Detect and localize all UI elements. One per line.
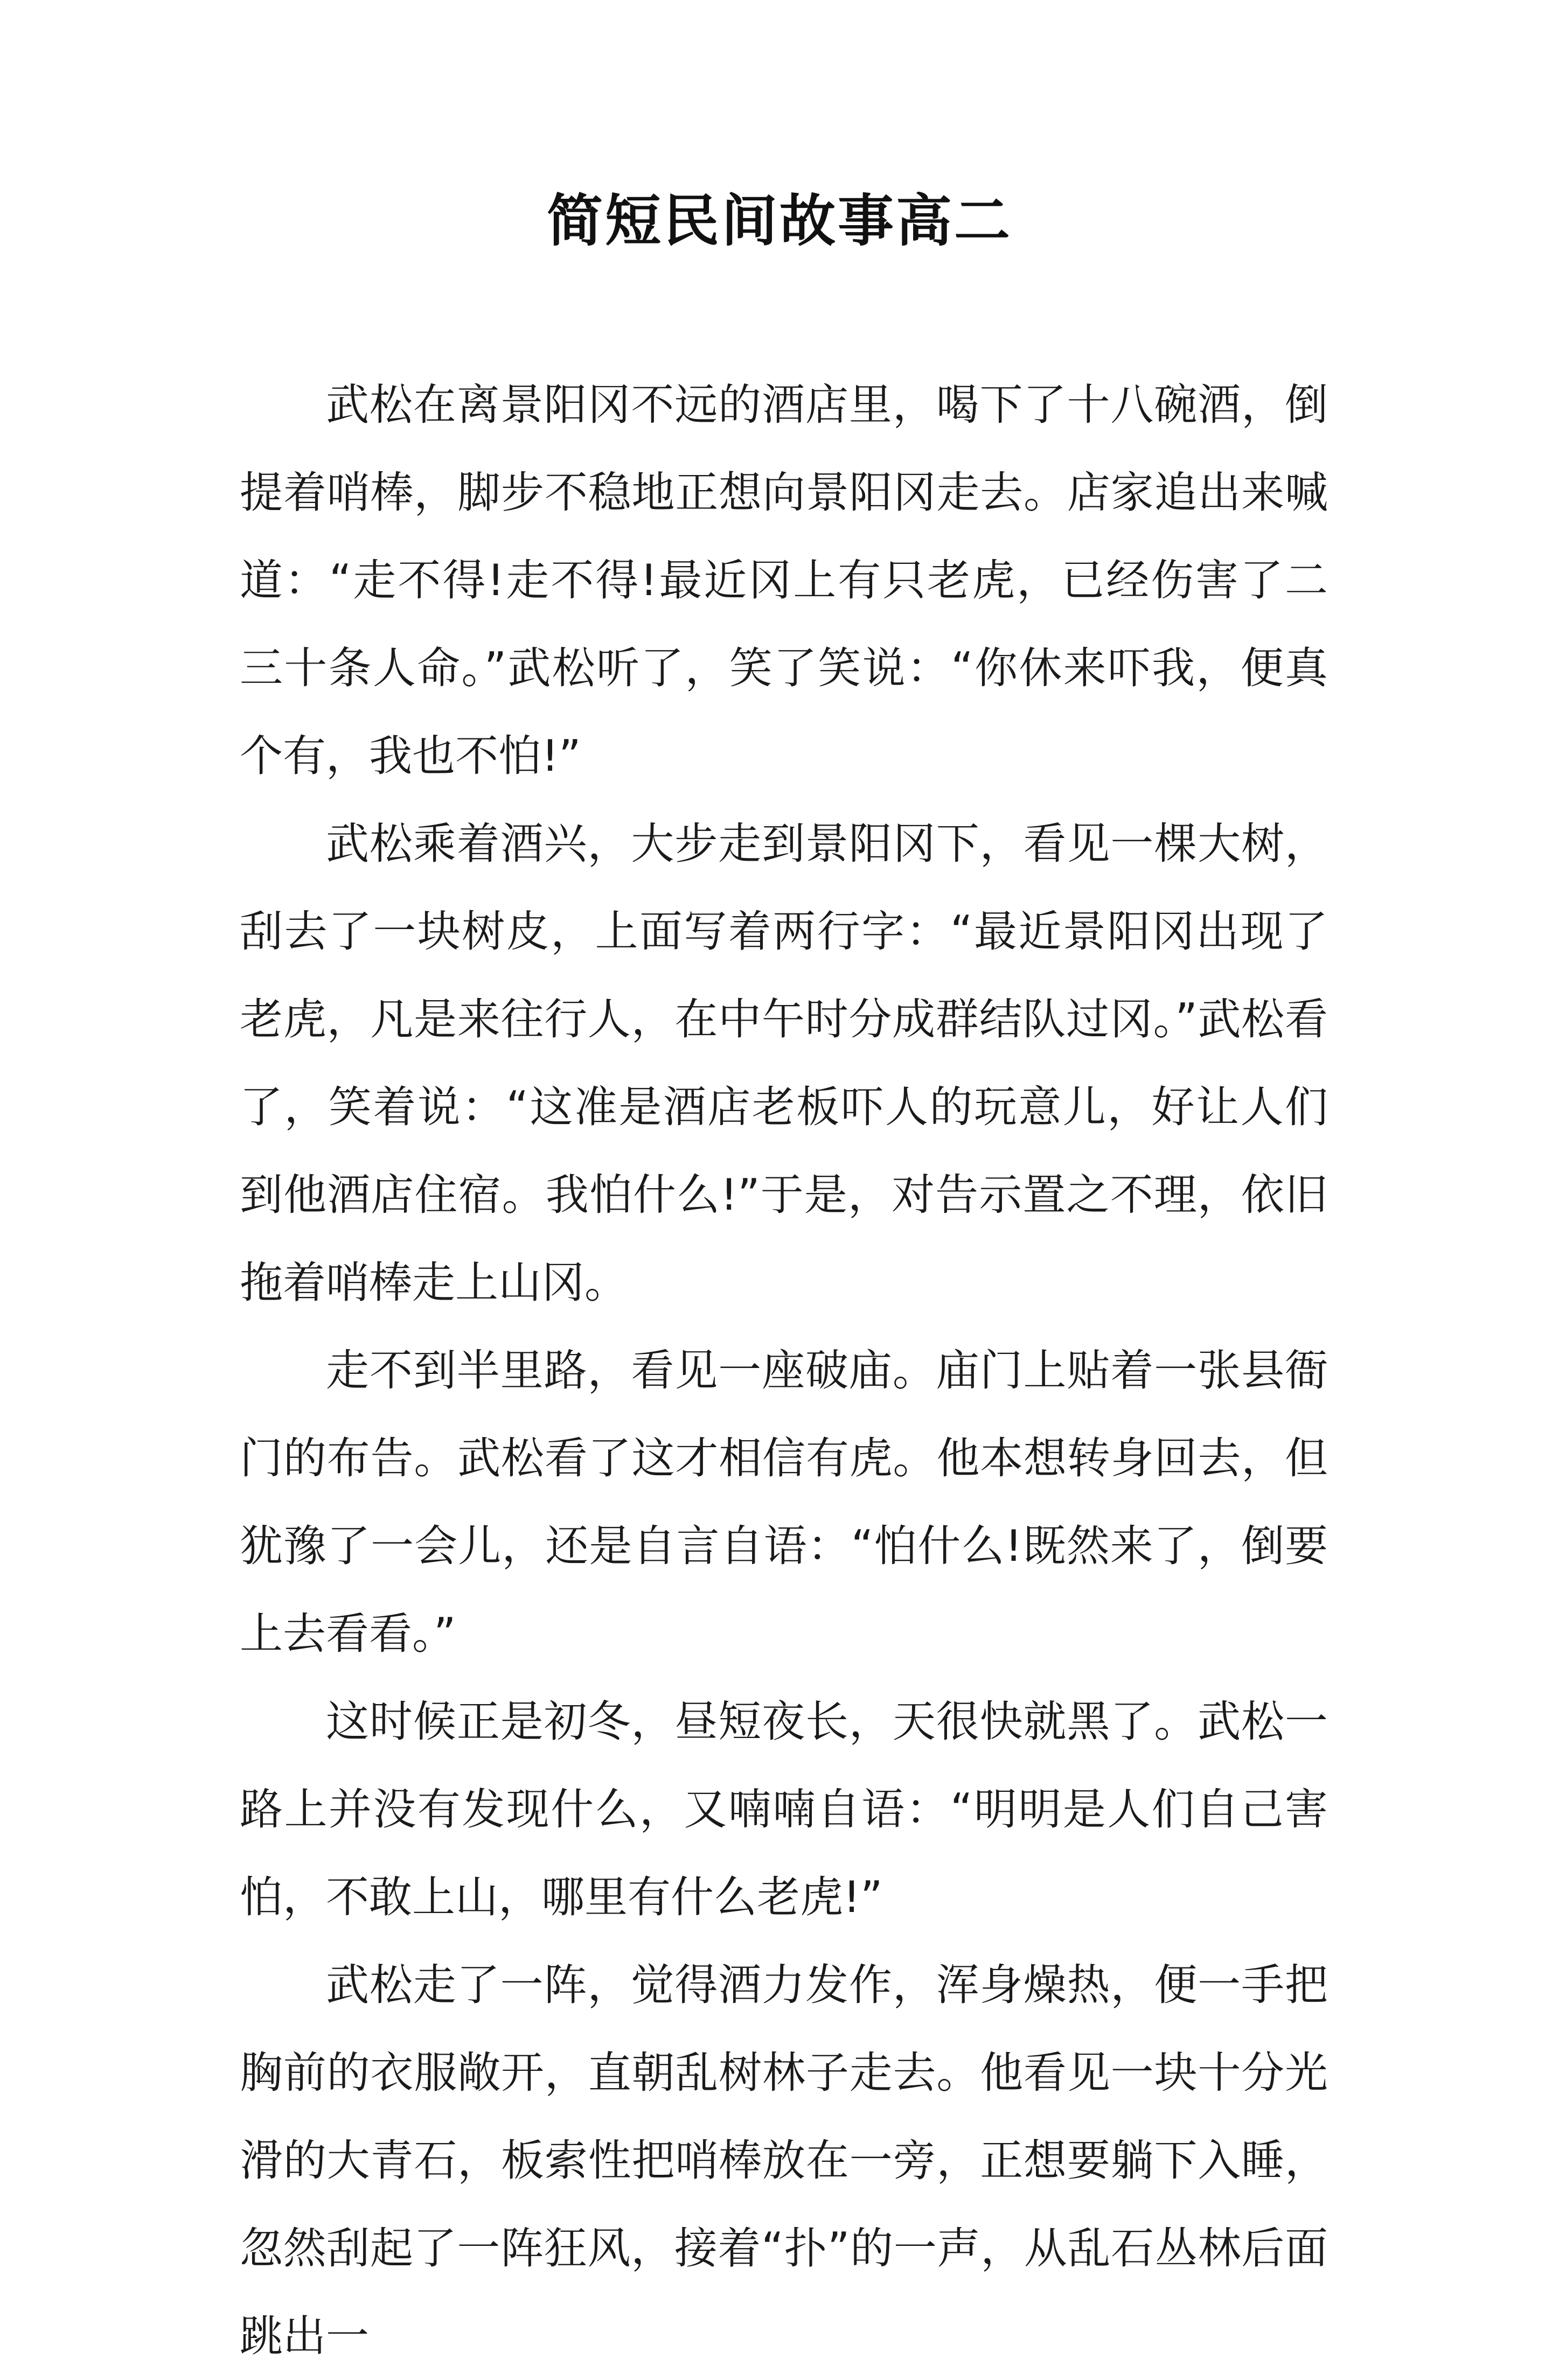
document-title: 简短民间故事高二 (546, 187, 1012, 254)
paragraph: 走不到半里路，看见一座破庙。庙门上贴着一张县衙门的布告。武松看了这才相信有虎。他本想转身回去，但犹豫了一会儿，还是自言自语：“怕什么!既然来了，倒要上去看看。” (240, 1345, 1328, 1659)
paragraph: 武松乘着酒兴，大步走到景阳冈下，看见一棵大树，刮去了一块树皮，上面写着两行字：“最近景阳冈出现了老虎，凡是来往行人，在中午时分成群结队过冈。”武松看了，笑着说：“这准是酒店老板吓人的玩意儿，好让人们到他酒店住宿。我怕什么!”于是，对告示置之不理，依旧拖着哨棒走上山冈。 (240, 819, 1328, 1308)
paragraph: 武松在离景阳冈不远的酒店里，喝下了十八碗酒，倒提着哨棒，脚步不稳地正想向景阳冈走去。店家追出来喊道：“走不得!走不得!最近冈上有只老虎，已经伤害了二三十条人命。”武松听了，笑了笑说：“你休来吓我，便真个有，我也不怕!” (240, 380, 1328, 781)
paragraph: 这时候正是初冬，昼短夜长，天很快就黑了。武松一路上并没有发现什么，又喃喃自语：“明明是人们自己害怕，不敢上山，哪里有什么老虎!” (240, 1697, 1328, 1922)
document-body (240, 361, 1328, 2380)
paragraph: 武松走了一阵，觉得酒力发作，浑身燥热，便一手把胸前的衣服敞开，直朝乱树林子走去。他看见一块十分光滑的大青石，板索性把哨棒放在一旁，正想要躺下入睡，忽然刮起了一阵狂风，接着“扑”的一声，从乱石丛林后面跳出一 (240, 1960, 1328, 2361)
